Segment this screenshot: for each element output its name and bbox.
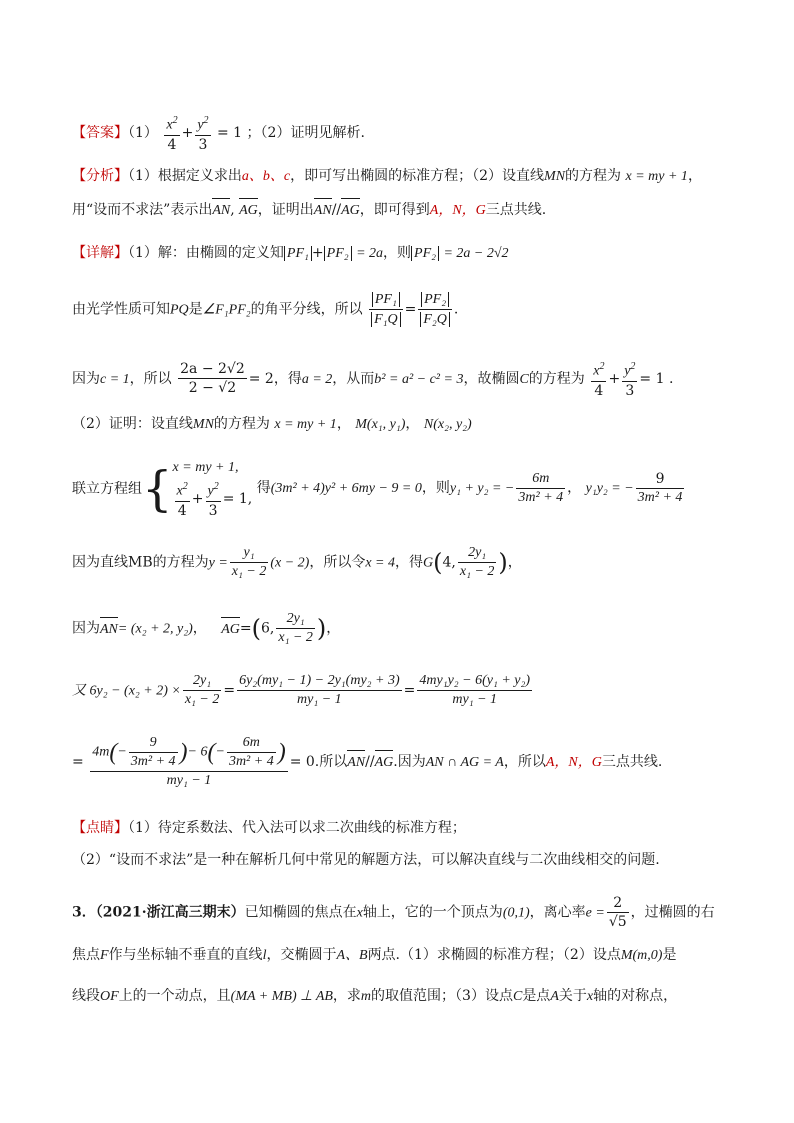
detail-eq2b: = 2a − 2√2 (443, 246, 509, 261)
analysis-line-1 (72, 166, 734, 187)
problem3-line-3 (72, 986, 734, 1007)
proof-six-m: 6m (227, 734, 276, 753)
proof-line-calc: 又 6y₂ − (x₂ + 2) × $\frac{\text{2y₁}}{\text{x₁ − 2}}$ = $\frac{\text{6y₂(my₁ − 1) − 2y₁(my₂ + 3)}}{\text{my₁ − 1}}$ = $\frac{\text{4my₁y₂ − 6(y₁ + y₂)}}{\text{my₁ − 1}}$ (72, 673, 531, 707)
analysis-an: AN (347, 753, 365, 773)
proof-sys2tail: = 1, (222, 490, 253, 507)
analysis-tag: 【分析】 (72, 168, 128, 184)
problem3-ab: A、B (336, 948, 368, 963)
problem3-l3d: 的取值范围；（3）设点 (371, 988, 513, 1004)
problem3-t2: 轴上，它的一个顶点为 (362, 904, 503, 921)
answer-x2: x (593, 363, 600, 379)
problem3-l3f: 关于 (558, 988, 587, 1004)
problem3-c: C (512, 989, 523, 1004)
problem3-m: M(m,0) (620, 948, 663, 963)
proof-an-cap: AN ∩ AG = A (425, 755, 504, 770)
detail-cc: C (519, 371, 529, 387)
comment-line-1 (72, 818, 734, 838)
problem3-two: 2 (607, 894, 629, 913)
problem3-t1: 已知椭圆的焦点在 (244, 904, 357, 921)
proof-mn: MN (192, 417, 214, 432)
proof-den: 3m² + 4 (228, 754, 274, 769)
proof-x4: x = 4 (365, 555, 395, 571)
detail-l3f: 的方程为 (528, 370, 585, 387)
detail-l2a: 由光学性质可知 (72, 301, 170, 318)
detail-l2c: 的角平分线，所以 (250, 301, 363, 318)
problem3-mm: m (360, 989, 372, 1004)
analysis-t3: 的方程为 (565, 168, 622, 184)
answer-four: 4 (594, 382, 604, 399)
proof-mb1: 因为直线MB的方程为 (72, 554, 209, 571)
problem3-l2e: 是 (662, 947, 677, 963)
analysis-ag: AG (375, 753, 394, 773)
analysis-line2b: ，证明出 (257, 202, 314, 218)
proof-line-mb: 因为直线MB的方程为y = $\frac{\text{y₁}}{\text{x₁ − 2}}$ (x − 2)，所以令x = 4，得G(4, $\frac{\text{2y₁}}{\text{x₁ − 2}}$ )， (72, 545, 522, 579)
analysis-abc: a、b、c (241, 169, 291, 184)
problem3-of: OF (100, 989, 119, 1004)
problem3-t3: ，离心率 (529, 904, 586, 921)
proof-g-open: 4, (442, 554, 456, 571)
detail-pf2: PF₂ (411, 246, 439, 261)
analysis-t4: ， (687, 168, 702, 184)
detail-a2: a = 2 (301, 371, 333, 387)
proof-sum: y₁ + y₂ = − (449, 481, 515, 497)
analysis-line2d: 三点共线. (485, 202, 547, 218)
proof-line-vectors: 因为AN= (x₂ + 2, y₂)， AG=(6, $\frac{\text{2y₁}}{\text{x₁ − 2}}$ )， (72, 611, 341, 645)
proof-six-m: 6m (516, 470, 565, 489)
proof-nine: 9 (636, 470, 685, 489)
proof-y1: y₁ (230, 544, 269, 563)
analysis-line2a: 用“设而不求法”表示出 (72, 202, 213, 218)
problem3-sqrt5: √5 (608, 914, 627, 930)
proof-an-val: = (x₂ + 2, y₂) (117, 621, 193, 637)
proof-sys-label: 联立方程组 (72, 480, 142, 497)
detail-l3b: ，所以 (129, 370, 172, 387)
detail-line-1 (72, 243, 734, 264)
proof-x1m2: x₁ − 2 (231, 564, 267, 579)
problem3-xx: x (586, 989, 594, 1004)
proof-den: 3m² + 4 (130, 754, 176, 769)
analysis-an: AN (212, 201, 230, 221)
analysis-parallel: // (331, 202, 342, 218)
detail-plus: + (311, 245, 324, 261)
detail-pq: PQ (170, 302, 189, 318)
analysis-ag: AG (239, 201, 258, 221)
answer-three: 3 (625, 382, 635, 399)
problem3-line-1 (72, 894, 734, 931)
proof-eq: x = my + 1 (274, 417, 337, 432)
analysis-ag: AG (221, 620, 240, 640)
proof-g: G (423, 555, 434, 571)
proof-final-tail: = 0 (289, 754, 315, 770)
proof-l2b: ，则 (421, 480, 450, 497)
detail-t1: （1）解：由椭圆的定义知 (128, 245, 284, 261)
equation-system: x = my + 1, $\frac{x^2}{4}$ + $\frac{y^2}{3}$ = 1, (172, 460, 253, 519)
proof-den: 3m² + 4 (518, 490, 564, 506)
answer-y2: y (207, 483, 214, 499)
problem3-l3c: ，求 (332, 988, 361, 1004)
proof-mb-tail: (x − 2) (270, 555, 310, 571)
fraction (418, 290, 452, 329)
analysis-line-2 (72, 200, 734, 221)
proof-mb2: ，所以令 (309, 554, 366, 571)
proof-collinear-tail: 三点共线. (601, 754, 663, 770)
detail-line-3: 因为c = 1，所以 $\frac{2a - 2√2}{2 - √2}$ = 2，得a = 2，从而b² = a² − c² = 3，故椭圆C的方程为 $\frac{x^2}{4}$ + $\frac{y^2}{3}$ = 1 . (72, 358, 734, 400)
problem3-l2d: 两点.（1）求椭圆的标准方程；（2）设点 (367, 947, 621, 963)
proof-vec1: 因为 (72, 620, 100, 637)
proof-collinear: A，N，G (545, 755, 602, 770)
detail-tag: 【详解】 (72, 245, 128, 261)
fraction: $\frac{y^2}{3}$ (195, 112, 210, 154)
answer-p1: （1） (128, 124, 158, 141)
proof-ag-val: = (239, 620, 252, 637)
proof-prod: y₁y₂ = − (585, 481, 634, 497)
proof-so: .所以 (314, 754, 348, 770)
problem3-num: 3． (72, 904, 96, 921)
proof-l1c: ， (336, 416, 351, 432)
proof-l1a: （2）证明：设直线 (72, 416, 193, 432)
problem3-l: l (262, 948, 267, 963)
analysis-ang: A，N，G (429, 203, 486, 218)
fraction: $\frac{y^2}{3}$ (622, 358, 637, 400)
fraction: $\frac{x^2}{4}$ (591, 358, 606, 400)
proof-mb3: ，得 (395, 554, 423, 571)
comment-tag: 【点睛】 (72, 820, 128, 836)
problem3-l3a: 线段 (72, 988, 100, 1004)
problem3-vecsum: (MA + MB) ⊥ AB (230, 989, 333, 1004)
detail-num3: 2a − 2√2 (180, 361, 245, 378)
fraction: 4m(− $\frac{9}{\text{3m² + 4}}$ )− 6(− $\frac{6m}{\text{3m² + 4}}$ ) my₁ − 1 (92, 735, 286, 788)
detail-b2: b² = a² − c² = 3 (374, 371, 464, 387)
detail-pf2: PF₂ (421, 292, 449, 307)
detail-t2: ，则 (383, 245, 412, 261)
detail-line-2: 由光学性质可知PQ是∠F₁PF₂的角平分线，所以 $\frac{\text{PF₁}}{\text{F₁Q}}$ = $\frac{\text{PF₂}}{\text{F₂Q}}$ . (72, 292, 459, 327)
answer-y2: y (197, 117, 204, 133)
answer-tag: 【答案】 (72, 124, 128, 141)
proof-calc-num2: 6y₂(my₁ − 1) − 2y₁(my₂ + 3) (237, 672, 402, 691)
proof-line-final: = 4m(− $\frac{9}{\text{3m² + 4}}$ )− 6(− $\frac{6m}{\text{3m² + 4}}$ ) my₁ − 1 = 0.所以AN//AG.因为AN ∩ AG = A，所以A，N，G三点共线. (72, 735, 663, 788)
problem3-f: F (100, 948, 109, 963)
answer-four: 4 (177, 502, 187, 519)
answer-three: 3 (198, 136, 208, 153)
problem3-l2c: ，交椭圆于 (266, 947, 337, 963)
detail-angle: ∠F₁PF₂ (202, 302, 251, 318)
proof-two-y1: 2y₁ (458, 544, 497, 563)
proof-n: N(x₂, y₂) (423, 417, 472, 432)
analysis-line2c: ，即可得到 (359, 202, 430, 218)
proof-calc-den: my₁ − 1 (166, 773, 212, 788)
problem3-src: （2021·浙江高三期末） (95, 904, 245, 921)
proof-l1b: 的方程为 (213, 416, 270, 432)
analysis-an: AN (100, 620, 118, 640)
answer-y2: y (624, 363, 631, 379)
proof-line-system: 联立方程组{ x = my + 1, $\frac{x^2}{4}$ + $\frac{y^2}{3}$ = 1, 得(3m² + 4)y² + 6my − 9 = 0，则y₁ + y₂ = − $\frac{6m}{\text{3m² + 4}}$ ， y₁y₂ = − $\frac{9}{\text{3m² + 4}}$ (72, 460, 683, 519)
proof-x1m2: x₁ − 2 (459, 564, 495, 579)
detail-f1q: F₁Q (371, 312, 401, 327)
analysis-t2: ，即可写出椭圆的标准方程；（2）设直线 (290, 168, 545, 184)
problem3-line-2 (72, 945, 734, 966)
proof-nine: 9 (129, 734, 178, 753)
analysis-parallel: // (365, 754, 375, 770)
proof-calc1: 又 6y₂ − (x₂ + 2) × (72, 683, 181, 699)
problem3-l2b: 作与坐标轴不垂直的直线 (108, 947, 263, 963)
problem3-l3g: 轴的对称点， (593, 988, 678, 1004)
proof-den: 3m² + 4 (637, 490, 683, 506)
fraction: $\frac{x^2}{4}$ (164, 112, 179, 154)
detail-eq3end: = 1 . (639, 370, 674, 387)
proof-calc-num3: 4my₁y₂ − 6(y₁ + y₂) (417, 672, 532, 691)
detail-l3e: ，故椭圆 (463, 370, 520, 387)
proof-so2: ，所以 (503, 754, 546, 770)
fraction (178, 360, 247, 397)
proof-quad: (3m² + 4)y² + 6my − 9 = 0 (270, 481, 422, 497)
detail-f2q: F₂Q (420, 312, 450, 327)
answer-line: 【答案】（1） $\frac{x^2}{4}$ + $\frac{y^2}{3}$ = 1 ；（2）证明见解析. (72, 112, 734, 154)
problem3-l3e: 是点 (522, 988, 551, 1004)
detail-c1: c = 1 (100, 371, 130, 387)
detail-pf2: PF₂ (324, 246, 352, 261)
analysis-comma: , (230, 202, 235, 218)
analysis-t1: （1）根据定义求出 (128, 168, 242, 184)
detail-pf1: PF₁ (372, 292, 400, 307)
problem3-l3b: 上的一个动点，且 (118, 988, 231, 1004)
problem3-e: e = (585, 905, 605, 921)
comment-line-2 (72, 850, 734, 870)
proof-sys1: x = my + 1, (172, 460, 239, 475)
problem3-x: x (356, 905, 363, 921)
proof-l1d: ， (405, 416, 420, 432)
detail-l3d: ，从而 (332, 370, 375, 387)
comment-t2: （2）“设而不求法”是一种在解析几何中常见的解题方法，可以解决直线与二次曲线相交的问题. (72, 852, 660, 868)
proof-l2a: 得 (256, 480, 271, 497)
detail-l3a: 因为 (72, 370, 100, 387)
fraction (369, 290, 403, 329)
proof-calc-den: my₁ − 1 (452, 692, 498, 707)
analysis-mn: MN (544, 169, 566, 184)
problem3-vertex: (0,1) (502, 905, 530, 921)
analysis-ag: AG (341, 201, 360, 221)
answer-four: 4 (167, 136, 177, 153)
detail-pf1: PF₁ (284, 246, 312, 261)
problem3-l2a: 焦点 (72, 947, 100, 963)
comment-t1: （1）待定系数法、代入法可以求二次曲线的标准方程； (128, 820, 466, 836)
proof-m: M(x₁, y₁) (355, 417, 406, 432)
proof-mb-y: y = (208, 555, 228, 571)
proof-line-1 (72, 414, 734, 435)
problem3-a: A (550, 989, 559, 1004)
proof-two-y1: 2y₁ (183, 672, 222, 691)
analysis-eq: x = my + 1 (625, 169, 688, 184)
answer-three: 3 (208, 502, 218, 519)
proof-x1m2: x₁ − 2 (278, 630, 313, 645)
analysis-an: AN (314, 201, 332, 221)
detail-eq2a: = 2a (356, 246, 384, 261)
proof-because: .因为 (393, 754, 426, 770)
answer-eq1: = 1 ；（2）证明见解析. (217, 124, 365, 141)
proof-x1m2: x₁ − 2 (184, 692, 220, 707)
proof-two-y1: 2y₁ (276, 610, 315, 629)
detail-den3: 2 − √2 (188, 380, 237, 397)
detail-l2b: 是 (188, 301, 203, 318)
proof-six: 6, (261, 620, 275, 637)
answer-x2: x (176, 483, 183, 499)
detail-eq3: = 2 (248, 370, 274, 387)
answer-x2: x (166, 117, 173, 133)
problem3-t4: ，过椭圆的右 (630, 904, 715, 921)
detail-l3c: ，得 (273, 370, 302, 387)
proof-final-num-b: − 6 (187, 744, 208, 760)
proof-final-num-a: 4m (92, 744, 110, 760)
proof-calc-den: my₁ − 1 (297, 692, 342, 707)
